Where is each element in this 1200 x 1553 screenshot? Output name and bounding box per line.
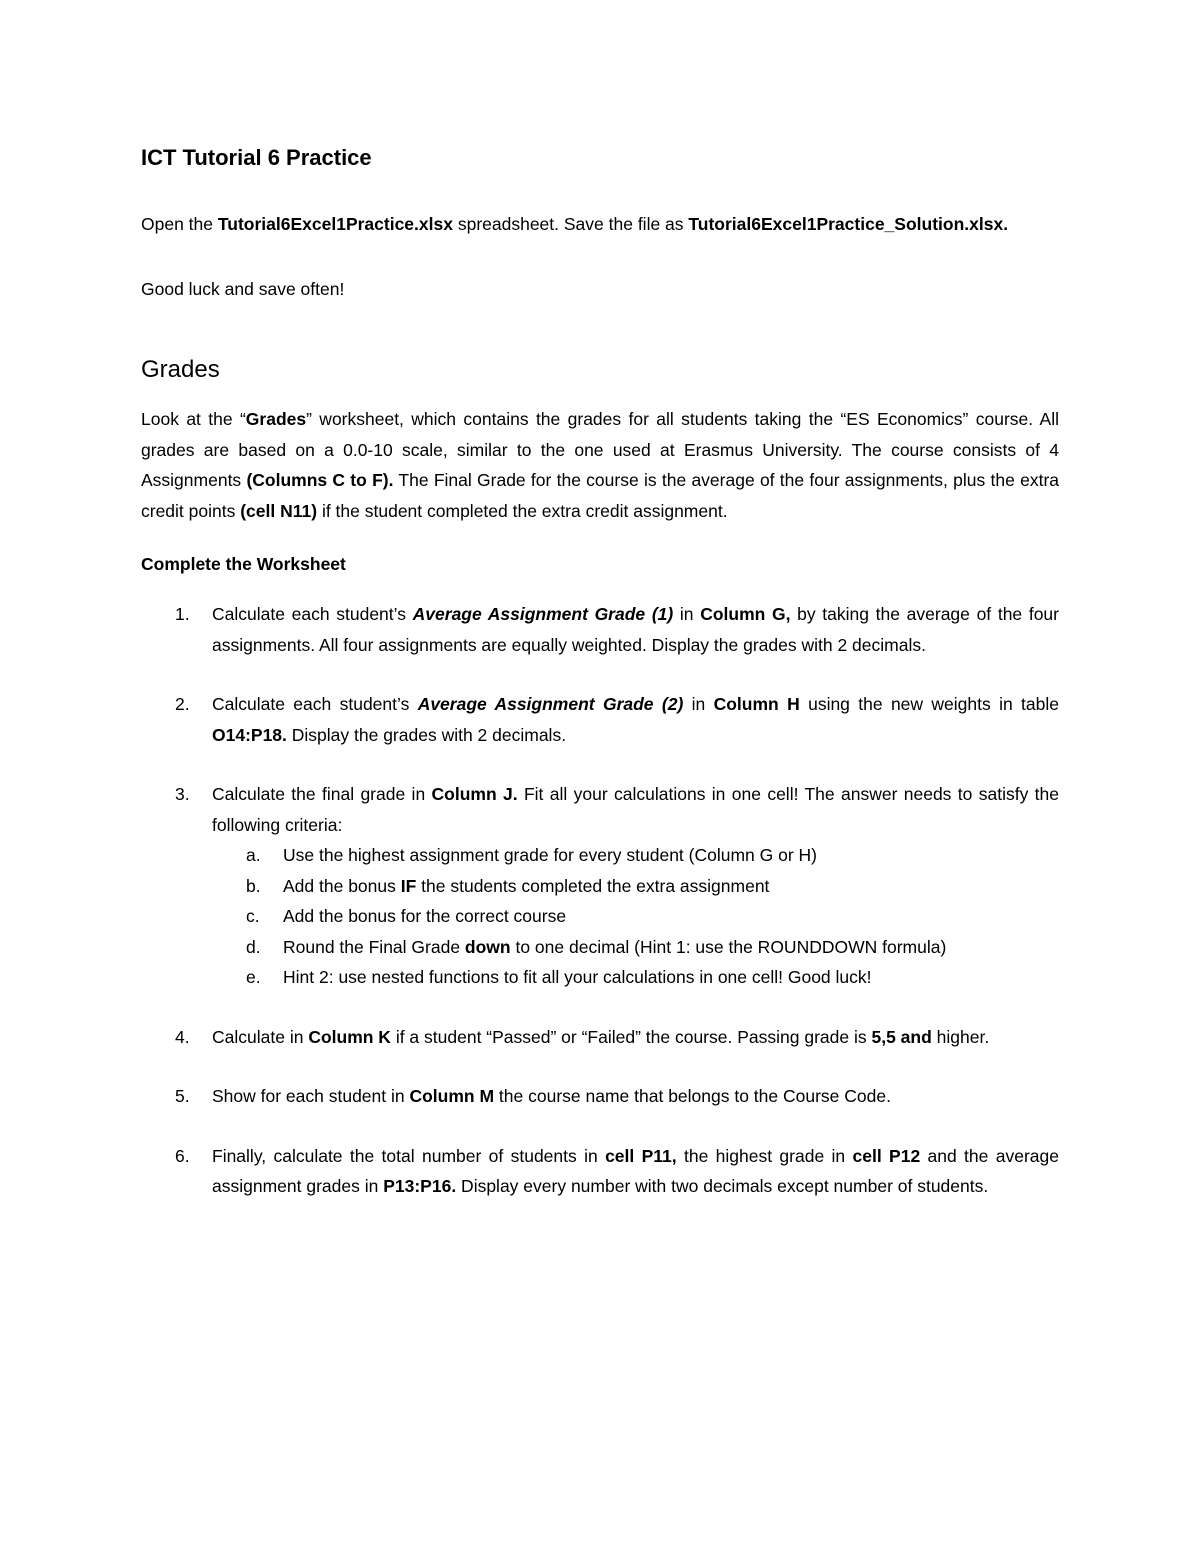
criteria-item-d [212, 932, 1059, 963]
criteria-text: Hint 2: use nested functions to fit all your calculations in one cell! Good luck! [283, 967, 872, 987]
grades-text-4: if the student completed the extra credit assignment. [317, 500, 728, 521]
step-1-text-1: Calculate each student’s [212, 604, 413, 624]
step-text [212, 1141, 1059, 1202]
criteria-letter: b. [246, 875, 261, 896]
step-item-6 [141, 1141, 1059, 1202]
subheading-complete-worksheet: Complete the Worksheet [141, 554, 346, 574]
page-title: ICT Tutorial 6 Practice [141, 145, 372, 170]
step-item-4 [141, 1022, 1059, 1053]
criteria-item-c [212, 901, 1059, 932]
criteria-item-e [212, 962, 1059, 993]
step-number: 4. [175, 1026, 190, 1047]
criteria-letter: e. [246, 967, 261, 987]
step-4-bold-2: 5,5 and [871, 1026, 932, 1047]
step-text [212, 1022, 1059, 1053]
step-item-2 [141, 689, 1059, 750]
criteria-text: Use the highest assignment grade for every student (Column G or H) [283, 845, 817, 865]
solution-file-name: Tutorial6Excel1Practice_Solution.xlsx. [688, 214, 1009, 234]
step-3-text-2: Fit all your calculations in one cell! The answer needs to satisfy the following criteria: [212, 784, 1059, 835]
grades-bold-2: (Columns C to F). [246, 470, 394, 490]
step-1-text-2: in [673, 604, 701, 624]
criteria-bold: IF [400, 875, 417, 896]
grades-text-2: ” worksheet, which contains the grades for all students taking the “ES Economics” course. All grades are based on a 0.0-10 scale, similar to the one used at Erasmus University. The course consists of 4 Assignments [141, 409, 1059, 490]
steps-list [141, 599, 1059, 1202]
section-heading-grades: Grades [141, 356, 220, 383]
step-text [212, 779, 1059, 840]
step-1-bold-1: Column G, [700, 604, 791, 624]
criteria-item-b [212, 871, 1059, 902]
step-4-text-1: Calculate in [212, 1026, 309, 1047]
intro-open-instruction [141, 209, 1008, 240]
step-number: 1. [175, 604, 190, 624]
criteria-text: the students completed the extra assignment [416, 875, 770, 896]
step-6-bold-2: cell P12 [852, 1145, 921, 1166]
step-number: 2. [175, 694, 190, 714]
practice-file-name: Tutorial6Excel1Practice.xlsx [217, 214, 453, 234]
criteria-item-a [212, 840, 1059, 871]
step-2-text-1: Calculate each student’s [212, 694, 418, 714]
step-6-text-1: Finally, calculate the total number of students in [212, 1145, 606, 1166]
step-number: 5. [175, 1086, 190, 1106]
step-2-text-3: using the new weights in table [799, 694, 1059, 714]
step-text [212, 1081, 1059, 1112]
step-6-text-3: and the average assignment grades in [212, 1145, 1059, 1196]
good-luck-note: Good luck and save often! [141, 279, 345, 299]
step-2-bold-2: O14:P18. [212, 724, 287, 745]
criteria-list [212, 840, 1059, 993]
criteria-letter: c. [246, 906, 260, 926]
criteria-bold: down [464, 936, 511, 957]
step-2-text-4: Display the grades with 2 decimals. [286, 724, 567, 745]
step-3-bold-1: Column J. [431, 784, 518, 804]
criteria-text: Add the bonus [283, 875, 401, 896]
step-1-bold-italic: Average Assignment Grade (1) [412, 604, 674, 624]
step-2-bold-1: Column H [713, 694, 800, 714]
criteria-text: Add the bonus for the correct course [283, 906, 567, 926]
step-number: 3. [175, 784, 190, 804]
criteria-letter: d. [246, 936, 261, 957]
step-5-bold-1: Column M [409, 1086, 495, 1106]
step-5-text-1: Show for each student in [212, 1086, 410, 1106]
step-item-5 [141, 1081, 1059, 1112]
step-6-text-4: Display every number with two decimals except number of students. [456, 1176, 989, 1196]
step-1-text-3: by taking the average of the four assignments. All four assignments are equally weighted. Display the grades with 2 decimals. [212, 604, 1059, 655]
intro-open-text: Open the [141, 214, 218, 234]
grades-bold-3: (cell N11) [240, 500, 318, 521]
grades-description [141, 404, 1059, 526]
step-6-bold-3: P13:P16. [383, 1176, 457, 1196]
step-2-text-2: in [683, 694, 714, 714]
step-6-text-2: the highest grade in [676, 1145, 853, 1166]
step-4-text-2: if a student “Passed” or “Failed” the course. Passing grade is [390, 1026, 872, 1047]
step-item-3 [141, 779, 1059, 993]
step-5-text-2: the course name that belongs to the Course Code. [494, 1086, 891, 1106]
step-4-text-3: higher. [931, 1026, 990, 1047]
criteria-letter: a. [246, 845, 261, 865]
step-number: 6. [175, 1145, 190, 1166]
grades-text-1: Look at the “ [141, 409, 246, 429]
step-text [212, 599, 1059, 660]
step-3-text-1: Calculate the final grade in [212, 784, 432, 804]
criteria-text: Round the Final Grade [283, 936, 465, 957]
intro-save-text: spreadsheet. Save the file as [452, 214, 689, 234]
step-4-bold-1: Column K [308, 1026, 391, 1047]
grades-bold-1: Grades [245, 409, 307, 429]
criteria-text: to one decimal (Hint 1: use the ROUNDDOWN formula) [510, 936, 947, 957]
grades-text-3: The Final Grade for the course is the average of the four assignments, plus the extra credit points [141, 470, 1060, 521]
step-6-bold-1: cell P11, [605, 1145, 677, 1166]
step-text [212, 689, 1059, 750]
step-2-bold-italic: Average Assignment Grade (2) [417, 694, 684, 714]
step-item-1 [141, 599, 1059, 660]
